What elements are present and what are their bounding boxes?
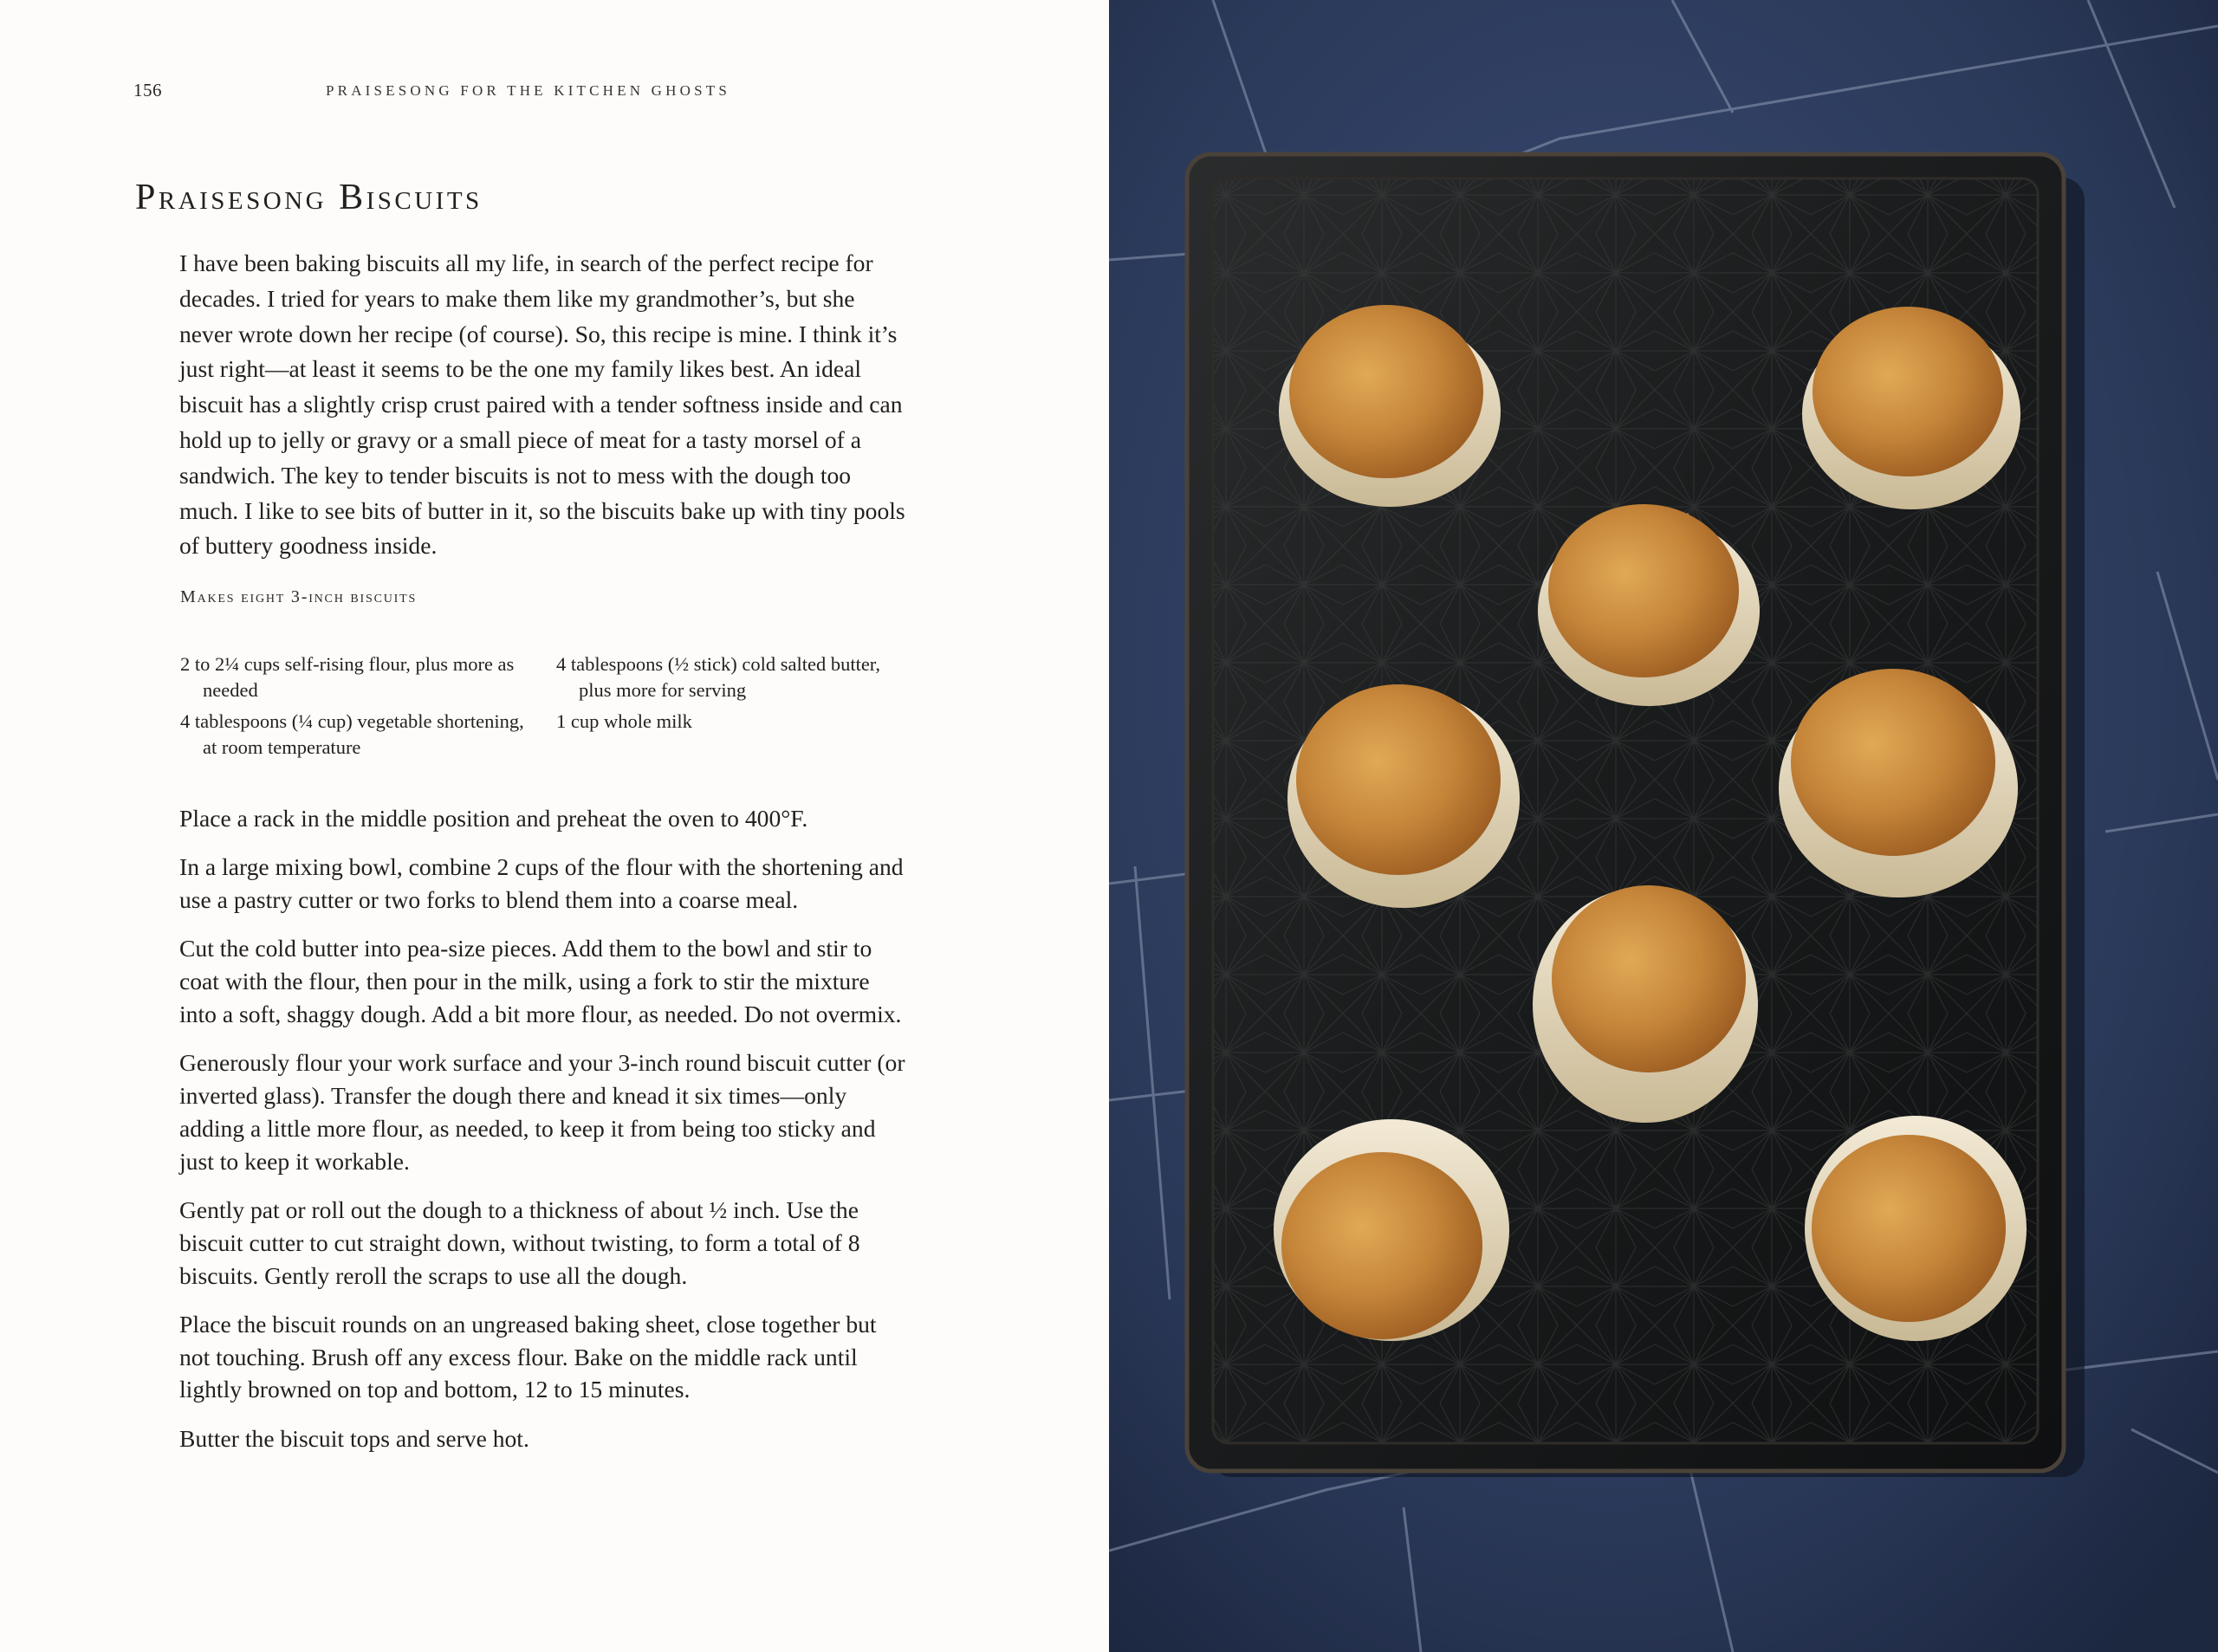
method-steps <box>179 802 912 1471</box>
biscuit-photo <box>1109 0 2218 1652</box>
page-number: 156 <box>133 80 162 100</box>
ingredient-item: 1 cup whole milk <box>556 710 692 732</box>
ingredient-item: 2 to 2¼ cups self-rising flour, plus more as needed <box>180 653 515 701</box>
biscuit <box>1274 1119 1509 1341</box>
method-step: Place the biscuit rounds on an ungreased baking sheet, close together but not touching. Brush off any excess flour. Bake on the middle rack until lightly browned on top and bottom, 12 to 15 minutes. <box>179 1310 877 1403</box>
photo-illustration <box>1109 0 2218 1652</box>
biscuit <box>1533 885 1758 1123</box>
recipe-headnote: I have been baking biscuits all my life, in search of the perfect recipe for decades. I tried for years to make them like my grandmother’s, but she never wrote down her recipe (of course). So, this recipe is mine. I think it’s just right—at least it seems to be the one my family likes best. An ideal biscuit has a slightly crisp crust paired with a tender softness inside and can hold up to jelly or gravy or a small piece of meat for a tasty morsel of a sandwich. The key to tender biscuits is not to mess with the dough too much. I like to see bits of butter in it, so the biscuits bake up with tiny pools of buttery goodness inside. <box>179 249 905 560</box>
ingredient-item: 4 tablespoons (¼ cup) vegetable shortening, at room temperature <box>180 710 524 758</box>
ingredient-column-right <box>556 651 917 741</box>
biscuit <box>1805 1116 2027 1341</box>
recipe-title: Praisesong Biscuits <box>135 178 483 217</box>
ingredient-column-left <box>180 651 527 766</box>
running-head: PRAISESONG FOR THE KITCHEN GHOSTS <box>326 82 730 99</box>
ingredient-item: 4 tablespoons (½ stick) cold salted butter, plus more for serving <box>556 653 881 701</box>
method-step: Cut the cold butter into pea-size pieces. Add them to the bowl and stir to coat with the flour, then pour in the milk, using a fork to stir the mixture into a soft, shaggy dough. Add a bit more flour, as needed. Do not overmix. <box>179 935 902 1027</box>
method-step: Butter the biscuit tops and serve hot. <box>179 1424 529 1452</box>
recipe-yield: Makes eight 3-inch biscuits <box>180 587 418 606</box>
method-step: In a large mixing bowl, combine 2 cups of the flour with the shortening and use a pastry cutter or two forks to blend them into a coarse meal. <box>179 853 904 914</box>
method-step: Gently pat or roll out the dough to a thickness of about ½ inch. Use the biscuit cutter to cut straight down, without twisting, to form a total of 8 biscuits. Gently reroll the scraps to use all the dough. <box>179 1195 860 1289</box>
method-step: Generously flour your work surface and your 3-inch round biscuit cutter (or inverted glass). Transfer the dough there and knead it six times—only adding a little more flour, as needed, to keep it from being too sticky and just to keep it workable. <box>179 1049 905 1175</box>
method-step: Place a rack in the middle position and preheat the oven to 400°F. <box>179 805 808 832</box>
